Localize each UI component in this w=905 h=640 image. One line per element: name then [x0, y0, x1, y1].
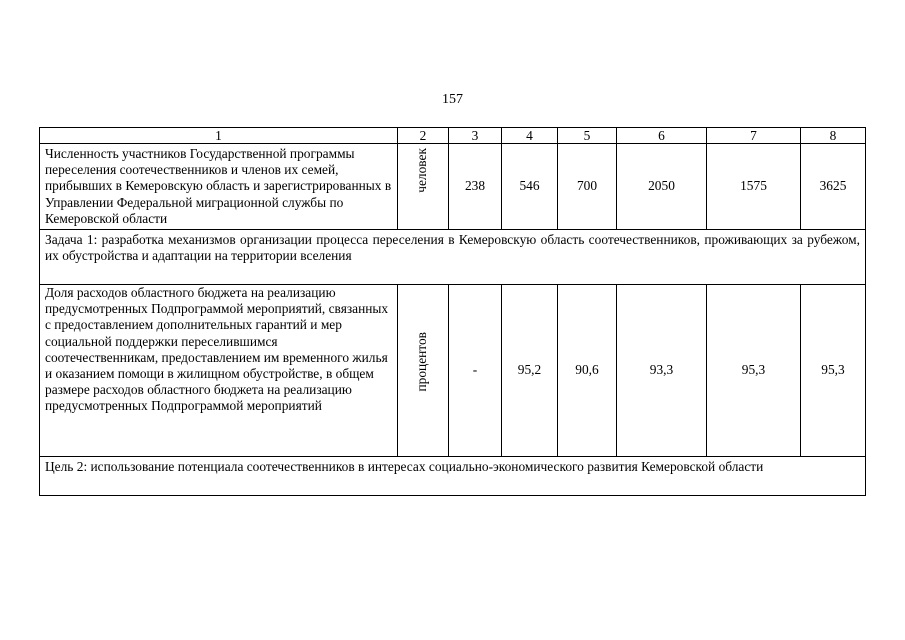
task-row	[40, 230, 866, 285]
table-row	[40, 144, 866, 230]
value-cell: -	[449, 285, 502, 457]
value-cell: 95,3	[801, 285, 866, 457]
task-1-text: Задача 1: разработка механизмов организации процесса переселения в Кемеровскую область соотечественников, проживающих за рубежом, их обустройства и адаптации на территории вселения	[40, 230, 866, 285]
value-cell: 3625	[801, 144, 866, 230]
value-cell: 700	[558, 144, 617, 230]
indicator-description: Доля расходов областного бюджета на реализацию предусмотренных Подпрограммой мероприятий, связанных с предоставлением дополнительных гарантий и мер социальной поддержки переселившимся соотечественникам, предоставлением им временного жилья и оказанием помощи в жилищном обустройстве, в общем размере расходов областного бюджета на реализацию предусмотренных Подпрограммой мероприятий	[40, 285, 398, 457]
value-cell: 95,2	[502, 285, 558, 457]
header-cell: 2	[398, 128, 449, 144]
header-row	[40, 128, 866, 144]
header-cell: 7	[707, 128, 801, 144]
unit-label: человек	[414, 148, 429, 193]
indicator-description: Численность участников Государственной программы переселения соотечественников и членов их семей, прибывших в Кемеровскую область и зарегистрированных в Управлении Федеральной миграционной службы по Кемеровской области	[40, 144, 398, 230]
goal-2-text: Цель 2: использование потенциала соотечественников в интересах социально-экономического развития Кемеровской области	[40, 457, 866, 496]
table-row	[40, 285, 866, 457]
header-cell: 3	[449, 128, 502, 144]
header-cell: 6	[617, 128, 707, 144]
unit-cell	[398, 144, 449, 230]
value-cell: 238	[449, 144, 502, 230]
header-cell: 8	[801, 128, 866, 144]
header-cell: 5	[558, 128, 617, 144]
header-cell: 4	[502, 128, 558, 144]
indicators-table	[39, 127, 866, 496]
value-cell: 546	[502, 144, 558, 230]
value-cell: 2050	[617, 144, 707, 230]
header-cell: 1	[40, 128, 398, 144]
value-cell: 1575	[707, 144, 801, 230]
value-cell: 93,3	[617, 285, 707, 457]
unit-label: процентов	[414, 332, 429, 392]
goal-row	[40, 457, 866, 496]
value-cell: 95,3	[707, 285, 801, 457]
page-number: 157	[442, 92, 463, 107]
unit-cell	[398, 285, 449, 457]
value-cell: 90,6	[558, 285, 617, 457]
